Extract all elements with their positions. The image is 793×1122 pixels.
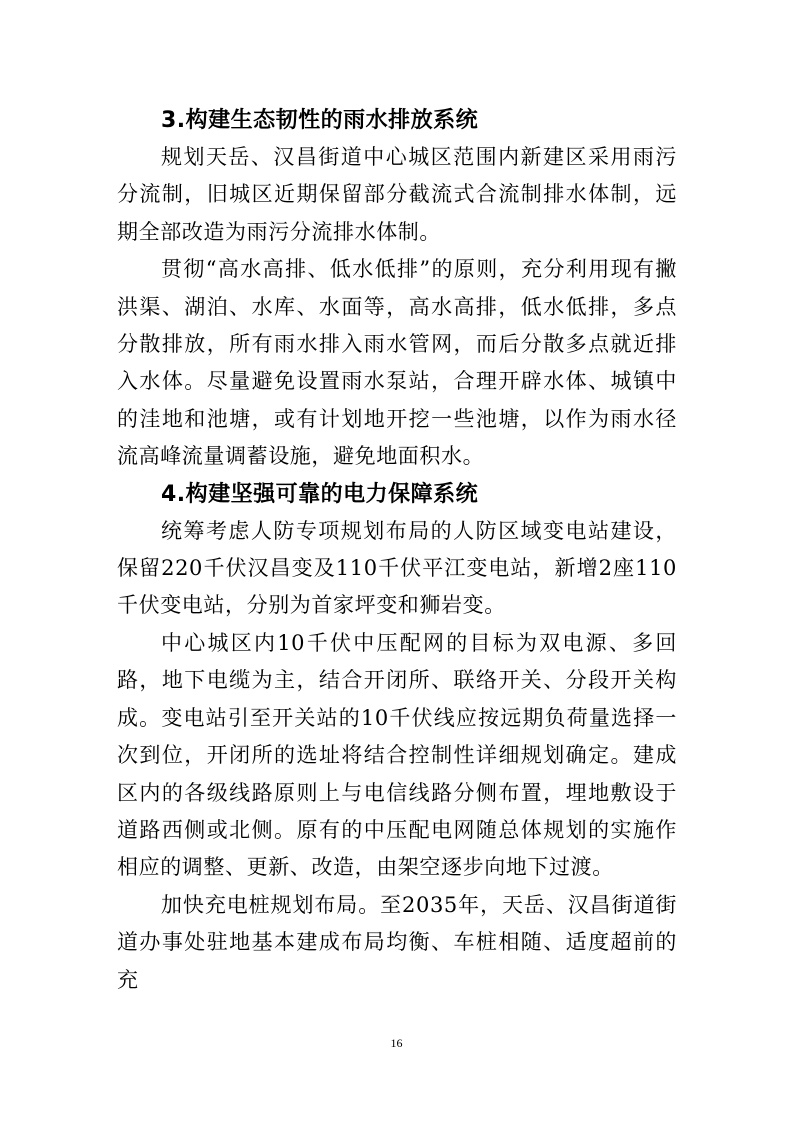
section-4-paragraph-1: 统筹考虑人防专项规划布局的人防区域变电站建设，保留220千伏汉昌变及110千伏平江变电站，新增2座110千伏变电站，分别为首家坪变和狮岩变。 — [117, 518, 677, 618]
section-3-paragraph-1: 规划天岳、汉昌街道中心城区范围内新建区采用雨污分流制，旧城区近期保留部分截流式合流制排水体制，远期全部改造为雨污分流排水体制。 — [117, 145, 677, 244]
page-number: 16 — [390, 1036, 403, 1050]
section-4-heading: 4.构建坚强可靠的电力保障系统 — [161, 481, 479, 507]
section-4-paragraph-3: 加快充电桩规划布局。至2035年，天岳、汉昌街道街道办事处驻地基本建成布局均衡、车桩相随、适度超前的充 — [117, 892, 677, 992]
section-3-heading: 3.构建生态韧性的雨水排放系统 — [161, 108, 479, 133]
page-body — [117, 102, 677, 999]
section-4-paragraph-2: 中心城区内10千伏中压配网的目标为双电源、多回路，地下电缆为主，结合开闭所、联络开关、分段开关构成。变电站引至开关站的10千伏线应按远期负荷量选择一次到位，开闭所的选址将结合控制性详细规划确定。建成区内的各级线路原则上与电信线路分侧布置，埋地敷设于道路西侧或北侧。原有的中压配电网随总体规划的实施作相应的调整、更新、改造，由架空逐步向地下过渡。 — [117, 630, 677, 880]
section-3-paragraph-2: 贯彻“高水高排、低水低排”的原则，充分利用现有撇洪渠、湖泊、水库、水面等，高水高排，低水低排，多点分散排放，所有雨水排入雨水管网，而后分散多点就近排入水体。尽量避免设置雨水泵站，合理开辟水体、城镇中的洼地和池塘，或有计划地开挖一些池塘，以作为雨水径流高峰流量调蓄设施，避免地面积水。 — [117, 257, 677, 469]
